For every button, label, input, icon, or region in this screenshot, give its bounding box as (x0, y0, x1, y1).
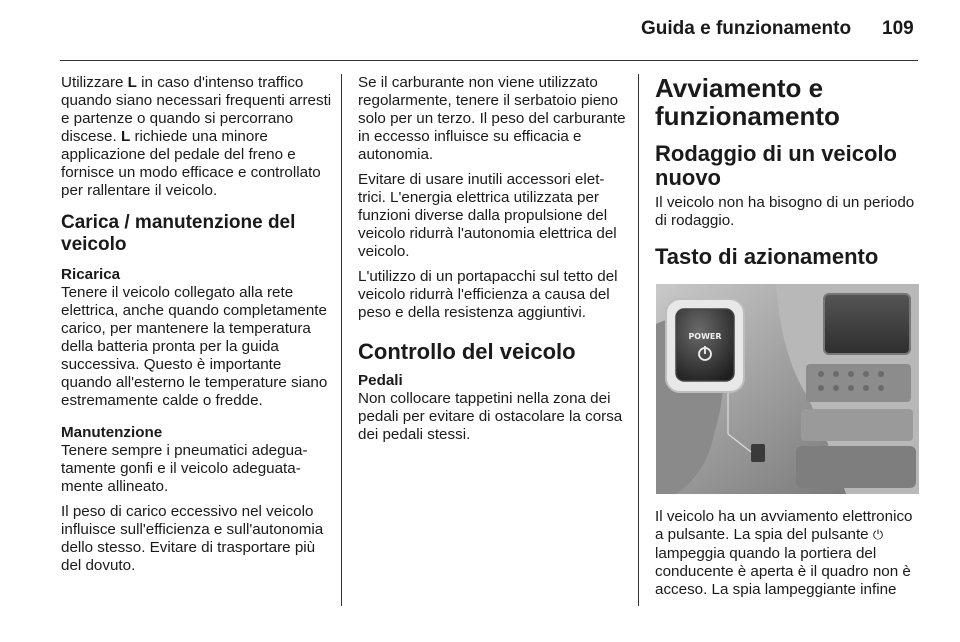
column-separator-2 (638, 74, 639, 606)
column-2 (358, 74, 626, 451)
paragraph-roof-rack: L'utilizzo di un portapacchi sul tetto del veicolo ridurrà l'efficienza a causa del peso e della resistenza aggiuntivi. (358, 268, 618, 321)
subheading-ricarica: Ricarica (61, 266, 121, 283)
paragraph-pedals: Non collocare tappetini nella zona dei pedali per evitare di ostacolare la corsa dei pedali stessi. (358, 390, 623, 443)
text: richiede una minore applicazione del pedale del freno e fornisce un modo efficace e controllato per rallentare il veicolo. (61, 128, 321, 199)
text: Il veicolo ha un avviamento elettronico a pulsante. La spia del pulsante (655, 508, 913, 543)
gear-letter: L (120, 128, 131, 145)
paragraph-break-in: Il veicolo non ha bisogno di un periodo di rodaggio. (655, 194, 915, 229)
gear-letter: L (127, 74, 137, 91)
heading-power-button: Tasto di azionamento (655, 244, 879, 269)
heading-break-in: Rodaggio di un veicolo nuovo (655, 141, 897, 190)
paragraph-load: Il peso di carico eccessivo nel veicolo influisce sull'efficienza e sull'autonomia dello stesso. Evitare di trasportare più del dovuto. (61, 503, 324, 574)
column-separator-1 (341, 74, 342, 606)
paragraph-l-gear (61, 74, 333, 200)
section-heading-charging: Carica / manutenzione del veicolo (61, 212, 296, 255)
paragraph-ricarica: Tenere il veicolo collegato alla rete elettrica, anche quando completamente carico, per mantenere la temperatura della batteria pronta per la guida successiva. Questo è importante quando all'esterno le temperature siano estremamente calde o fredde. (61, 284, 328, 409)
subheading-pedali: Pedali (358, 372, 403, 389)
column-1 (61, 74, 333, 582)
text: Utilizzare (61, 74, 128, 91)
power-button-label: POWER (688, 332, 722, 341)
page-header-title: Guida e funzionamento (641, 18, 852, 39)
chapter-heading: Avviamento e funzionamento (655, 73, 840, 131)
power-icon: ⏻ (872, 528, 884, 543)
column-3 (655, 74, 923, 606)
text: lampeggia quando la portiera del conducente è aperta è il quadro non è acceso. La spia lampeggiante infine (655, 545, 911, 598)
paragraph-tires: Tenere sempre i pneumatici adeguatamente gonfi e il veicolo adeguatamente allineato. (61, 442, 308, 495)
paragraph-power-button (655, 508, 923, 599)
header-rule (60, 60, 918, 61)
page-number: 109 (882, 18, 914, 39)
section-heading-vehicle-control: Controllo del veicolo (358, 339, 576, 364)
dashboard-power-button-photo (656, 284, 919, 494)
text: in caso d'intenso traffico quando siano necessari frequenti arresti e partenze o quando si percorrano discese. (61, 74, 332, 145)
subheading-manutenzione: Manutenzione (61, 424, 163, 441)
paragraph-fuel: Se il carburante non viene utilizzato regolarmente, tenere il serbatoio pieno solo per un terzo. Il peso del carburante in eccesso influisce su efficacia e autonomia. (358, 74, 626, 163)
paragraph-accessories: Evitare di usare inutili accessori elettrici. L'energia elettrica utilizzata per funzioni diverse dalla propulsione del veicolo ridurrà l'autonomia elettrica del veicolo. (358, 171, 617, 260)
